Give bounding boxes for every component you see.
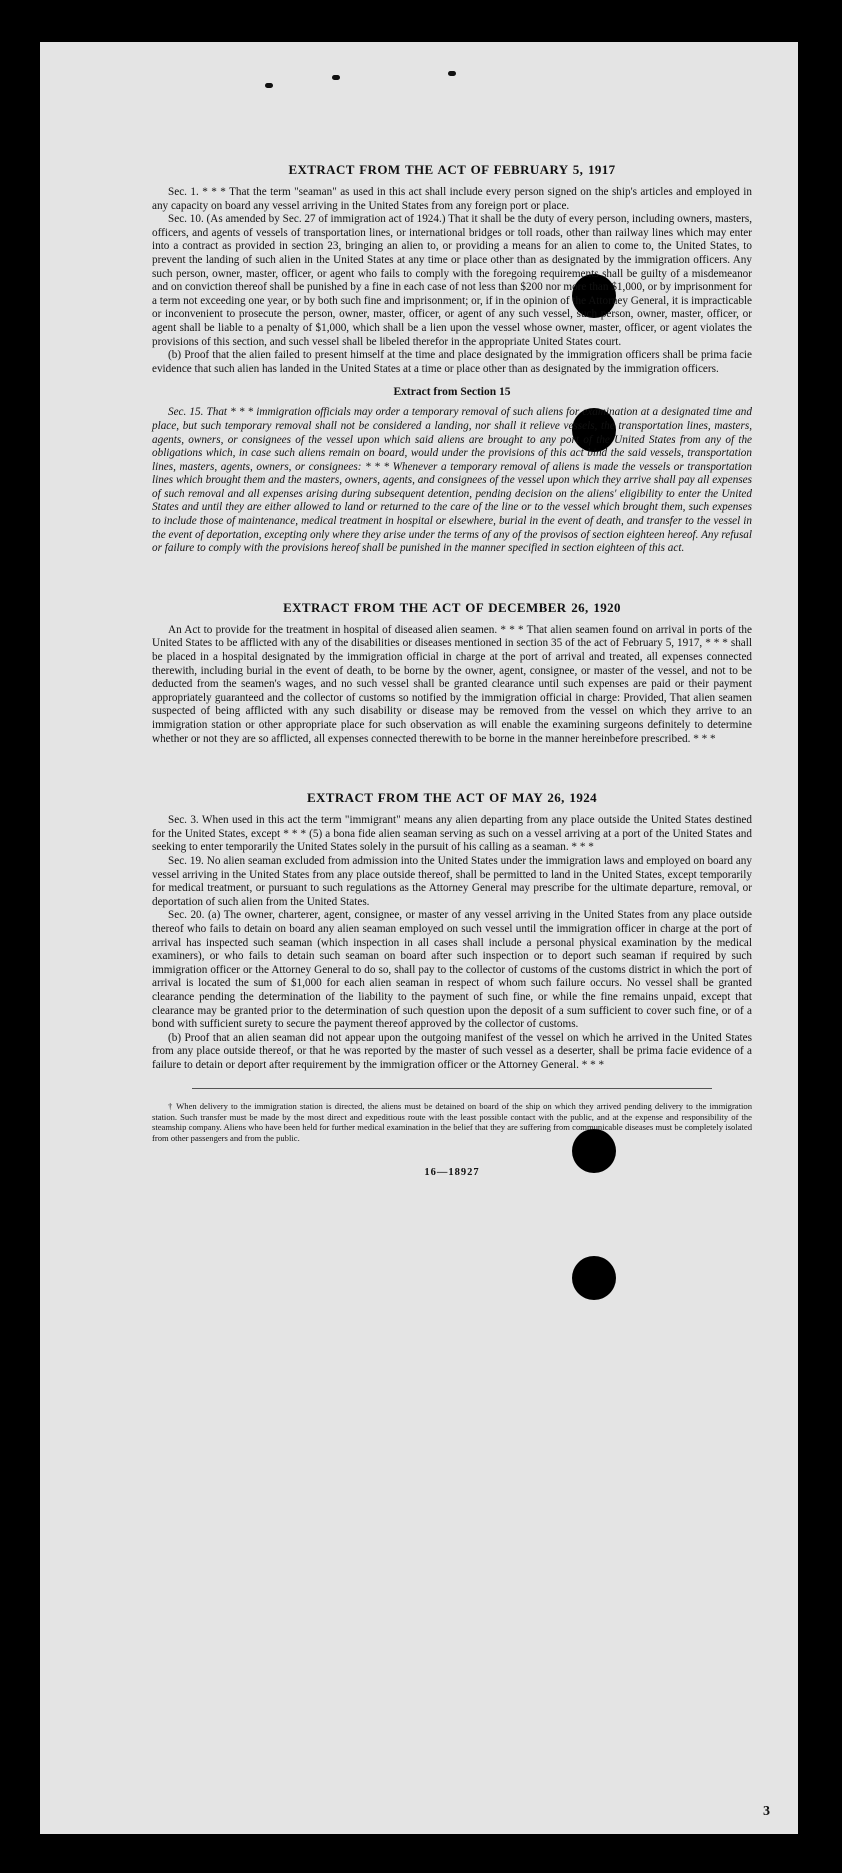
footnote	[152, 1101, 752, 1143]
footnote-divider	[192, 1088, 712, 1089]
section-heading: EXTRACT FROM THE ACT OF FEBRUARY 5, 1917	[288, 162, 616, 177]
punch-hole	[572, 1256, 616, 1300]
paragraph: (b) Proof that an alien seaman did not appear upon the outgoing manifest of the vessel on which he arrived in the United States from any place outside thereof, or that he was reported by the master of such vessel as a deserter, shall be prima facie evidence of a failure to detain or deport after requirement by the immigration officer or the Attorney General. * * *	[152, 1031, 752, 1071]
document-body	[152, 162, 752, 1178]
paragraph: Sec. 10. (As amended by Sec. 27 of immigration act of 1924.) That it shall be the duty of every person, including owners, masters, officers, and agents of vessels of transportation lines, or international bridges or toll roads, other than railway lines which may enter into a contract as provided in section 23, bringing an alien to, or providing a means for an alien to come to, the United States, to prevent the landing of such alien in the United States at any time or place other than as designated by the immigration officers. Any such person, owner, master, officer, or agent who fails to comply with the foregoing requirements shall be guilty of a misdemeanor and on conviction thereof shall be punished by a fine in each case of not less than $200 nor more than $1,000, or by imprisonment for a term not exceeding one year, or by both such fine and imprisonment; or, if in the opinion of the Attorney General, it is impracticable or inconvenient to prosecute the person, owner, master, officer, or agent of any such vessel, such person, owner, master, officer, or agent shall be liable to a penalty of $1,000, which shall be a lien upon the vessel whose owner, master, officer, or agent violates the provisions of this section, and such vessel shall be libeled therefor in the appropriate United States court.	[152, 213, 752, 348]
paragraph: Sec. 1. * * * That the term "seaman" as used in this act shall include every person signed on the ship's articles and employed in any capacity on board any vessel arriving in the United States from any foreign port or place.	[152, 186, 752, 212]
section-heading: EXTRACT FROM THE ACT OF MAY 26, 1924	[306, 790, 598, 806]
paragraph: (b) Proof that the alien failed to present himself at the time and place designated by the immigration officers shall be prima facie evidence that such alien has landed in the United States at a time or place other than as designated by the immigration officers.	[152, 349, 752, 375]
document-page	[40, 42, 798, 1834]
paragraph: Sec. 20. (a) The owner, charterer, agent, consignee, or master of any vessel arriving in the United States from any place outside thereof who fails to detain on board any alien seaman employed on such vessel until the immigration officer in charge at the port of arrival has inspected such seaman (which inspection in all cases shall include a personal physical examination by the medical examiners), or who fails to detain such seaman on board after such inspection or to deport such seaman if required by such immigration officer or the Attorney General to do so, shall pay to the collector of customs of the customs district in which the port of arrival is located the sum of $1,000 for each alien seaman in respect of whom such failure occurs. No vessel shall be granted clearance pending the determination of the liability to the payment of such fine, or while the fine remains unpaid, except that clearance may be granted prior to the determination of such question upon the deposit of a sum sufficient to cover such fine, or of a bond with sufficient surety to secure the payment thereof approved by the collector of customs.	[152, 909, 752, 1031]
section-subheading: Extract from Section 15	[393, 386, 511, 399]
page-number: 16—18927	[424, 1167, 480, 1179]
section-heading: EXTRACT FROM THE ACT OF DECEMBER 26, 1920	[283, 599, 621, 615]
paragraph: Sec. 15. That * * * immigration officials may order a temporary removal of such aliens for examination at a designated time and place, but such temporary removal shall not be considered a landing, nor shall it relieve vessels, the transportation lines, masters, agents, owners, or consignees of the vessel upon which said aliens are brought to any port of the United States from any of the obligations which, in case such aliens remain on board, would under the provisions of this act bind the said vessels, transportation lines, masters, agents, owners, or consignees: * * * Whenever a temporary removal of aliens is made the vessels or transportation lines which brought them and the masters, owners, agents, and consignees of the vessel upon which they arrive shall pay all expenses of such removal and all expenses arising during subsequent detention, pending decision on the aliens' eligibility to enter the United States and until they are either allowed to land or returned to the care of the line or to the vessel which brought them, such expenses to include those of maintenance, medical treatment in hospital or elsewhere, burial in the event of death, and transfer to the vessel in the event of deportation, excepting only where they arise under the terms of any of the provisos of section eighteen hereof. Any refusal or failure to comply with the provisions hereof shall be punished in the manner specified in section eighteen of this act.	[152, 406, 752, 555]
paragraph: Sec. 3. When used in this act the term "immigrant" means any alien departing from any place outside the United States destined for the United States, except * * * (5) a bona fide alien seaman serving as such on a vessel arriving at a port of the United States and seeking to enter temporarily the United States solely in the pursuit of his calling as a seaman. * * *	[152, 814, 752, 854]
scan-speck	[265, 83, 273, 88]
footnote-text: † When delivery to the immigration station is directed, the aliens must be detained on board of the ship on which they arrived pending delivery to the immigration station. Such transfer must be made by the most direct and expeditious route with the least possible contact with the public, and at the expense and responsibility of the steamship company. Aliens who have been held for further medical examination in the belief that they are suffering from communicable diseases must be completely isolated from other passengers and from the public.	[152, 1101, 752, 1143]
paragraph: An Act to provide for the treatment in hospital of diseased alien seamen. * * * That alien seamen found on arrival in ports of the United States to be afflicted with any of the disabilities or diseases mentioned in section 35 of the act of February 5, 1917, * * * shall be placed in a hospital designated by the immigration official in charge at the port of arrival and treated, all expenses connected therewith, including burial in the event of death, to be borne by the owner, agent, consignee, or master of the vessel, and not to be deducted from the seamen's wages, and no such vessel shall be granted clearance until such expenses are paid or their payment appropriately guaranteed and the collector of customs so notified by the immigration official in charge: Provided, That alien seamen suspected of being afflicted with any such disability or disease may be removed from the vessel on which they arrive to an immigration station or other appropriate place for such observation as will enable the examining surgeons definitely to determine whether or not they are so afflicted, all expenses connected therewith to be borne in the manner hereinbefore prescribed. * * *	[152, 623, 752, 745]
corner-mark: 3	[763, 1804, 770, 1819]
scan-speck	[448, 71, 456, 76]
scan-speck	[332, 75, 340, 80]
paragraph: Sec. 19. No alien seaman excluded from admission into the United States under the immigration laws and employed on board any vessel arriving in the United States from any place outside thereof, shall be permitted to land in the United States, except temporarily for medical treatment, or pursuant to such regulations as the Attorney General may prescribe for the ultimate departure, removal, or deportation of such alien from the United States.	[152, 854, 752, 908]
